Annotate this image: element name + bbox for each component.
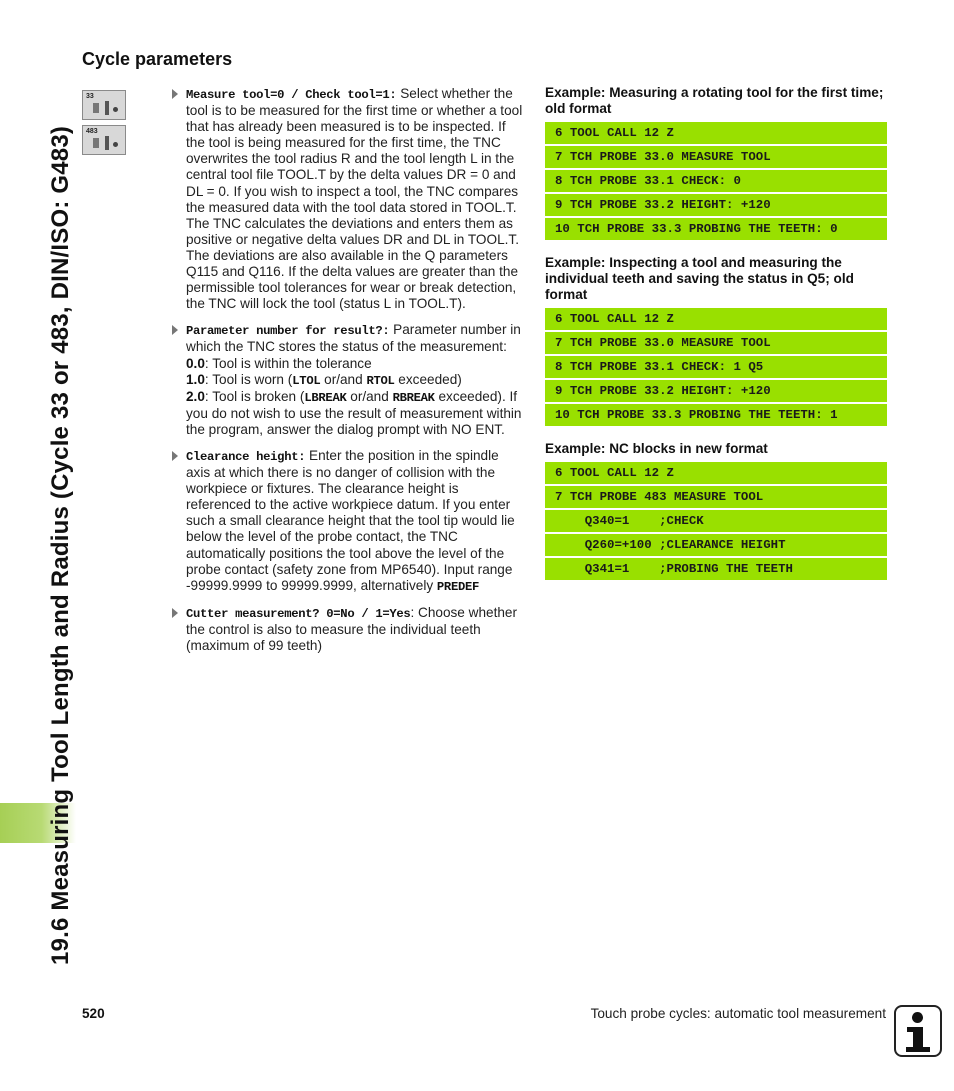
nc-code-line: 10 TCH PROBE 33.3 PROBING THE TEETH: 0 bbox=[545, 218, 887, 240]
example-title: Example: Inspecting a tool and measuring the individual teeth and saving the status in Q5; old format bbox=[545, 255, 854, 302]
nc-code-line: 6 TOOL CALL 12 Z bbox=[545, 308, 887, 330]
param-name: Measure tool=0 / Check tool=1: bbox=[186, 88, 397, 102]
nc-code-line: 6 TOOL CALL 12 Z bbox=[545, 122, 887, 144]
example-title: Example: NC blocks in new format bbox=[545, 441, 768, 456]
nc-code-line: 6 TOOL CALL 12 Z bbox=[545, 462, 887, 484]
keyword: LBREAK bbox=[304, 390, 347, 405]
param-description: Select whether the tool is to be measured for the first time or whether a tool that has already been measured is to be inspected. If the tool is being measured for the first time, the TNC overwrites the tool radius R and the tool length L in the central tool file TOOL.T by the delta values DR = 0 and DL = 0. If you wish to inspect a tool, the TNC compares the measured data with the tool data stored in TOOL.T. The TNC calculates the deviations and enters them as positive or negative delta values DR and DL in TOOL.T. The deviations are also available in the Q parameters Q115 and Q116. If the delta values are greater than the permissible tool tolerances for wear or break detection, the TNC will lock the tool (status L in TOOL.T). bbox=[186, 86, 523, 312]
param-clearance-height bbox=[172, 448, 524, 595]
nc-code-block bbox=[545, 308, 887, 426]
nc-code-line: 10 TCH PROBE 33.3 PROBING THE TEETH: 1 bbox=[545, 404, 887, 426]
bullet-triangle-icon bbox=[172, 608, 178, 618]
param-name: Cutter measurement? 0=No / 1=Yes bbox=[186, 606, 411, 621]
param-name: Parameter number for result?: bbox=[186, 324, 390, 339]
status-text: or/and bbox=[320, 371, 367, 387]
page-number: 520 bbox=[82, 1006, 105, 1021]
example-title: Example: Measuring a rotating tool for the first time; old format bbox=[545, 85, 884, 116]
keyword: LTOL bbox=[292, 373, 321, 388]
cycle-33-label: 33 bbox=[86, 93, 94, 100]
status-code: 0.0 bbox=[186, 355, 205, 371]
nc-code-line: 7 TCH PROBE 33.0 MEASURE TOOL bbox=[545, 332, 887, 354]
param-name: Clearance height: bbox=[186, 449, 306, 464]
nc-code-line: 7 TCH PROBE 33.0 MEASURE TOOL bbox=[545, 146, 887, 168]
keyword: PREDEF bbox=[436, 579, 480, 594]
nc-code-line: 8 TCH PROBE 33.1 CHECK: 1 Q5 bbox=[545, 356, 887, 378]
nc-code-block bbox=[545, 462, 887, 580]
param-result-number bbox=[172, 322, 524, 438]
param-description: Enter the position in the spindle axis at which there is no danger of collision with the workpiece or fixtures. The clearance height is referenced to the active workpiece datum. If you enter such a small clearance height that the tool tip would lie below the level of the probe contact, the TNC automatically positions the tool above the level of the probe contact (safety zone from MP6540). Input range -99999.9999 to 99999.9999, alternatively bbox=[186, 447, 515, 593]
nc-code-block bbox=[545, 122, 887, 240]
cycle-483-label: 483 bbox=[86, 128, 98, 135]
bullet-triangle-icon bbox=[172, 451, 178, 461]
param-description: Parameter number in which the TNC stores the status of the measurement: bbox=[186, 322, 521, 355]
param-measure-check bbox=[172, 86, 524, 312]
param-description: : Choose whether the control is also to measure the individual teeth (maximum of 99 teeth) bbox=[186, 604, 517, 653]
cycle-33-softkey-icon bbox=[82, 90, 126, 120]
info-icon bbox=[894, 1005, 942, 1057]
status-text: exceeded). If you do not wish to use the result of measurement within the program, answer the dialog prompt with NO ENT. bbox=[186, 388, 522, 437]
keyword: RBREAK bbox=[392, 390, 435, 405]
section-title: Cycle parameters bbox=[82, 49, 233, 69]
parameter-list bbox=[172, 86, 524, 664]
bullet-triangle-icon bbox=[172, 89, 178, 99]
nc-code-line: Q260=+100 ;CLEARANCE HEIGHT bbox=[545, 534, 887, 556]
chapter-side-title: 19.6 Measuring Tool Length and Radius (Cycle 33 or 483, DIN/ISO: G483) bbox=[47, 125, 74, 965]
cycle-483-softkey-icon bbox=[82, 125, 126, 155]
status-text: or/and bbox=[346, 388, 393, 404]
footer-chapter-title: Touch probe cycles: automatic tool measurement bbox=[590, 1006, 886, 1021]
nc-code-line: 7 TCH PROBE 483 MEASURE TOOL bbox=[545, 486, 887, 508]
examples-column bbox=[545, 85, 887, 595]
status-code: 2.0 bbox=[186, 388, 205, 404]
nc-code-line: Q340=1 ;CHECK bbox=[545, 510, 887, 532]
status-text: : Tool is worn ( bbox=[204, 371, 293, 387]
nc-code-line: 9 TCH PROBE 33.2 HEIGHT: +120 bbox=[545, 194, 887, 216]
nc-code-line: 8 TCH PROBE 33.1 CHECK: 0 bbox=[545, 170, 887, 192]
status-code: 1.0 bbox=[186, 371, 205, 387]
status-text: : Tool is broken ( bbox=[204, 388, 305, 404]
nc-code-line: Q341=1 ;PROBING THE TEETH bbox=[545, 558, 887, 580]
status-text: : Tool is within the tolerance bbox=[204, 355, 372, 371]
nc-code-line: 9 TCH PROBE 33.2 HEIGHT: +120 bbox=[545, 380, 887, 402]
param-cutter-measurement bbox=[172, 605, 524, 654]
status-text: exceeded) bbox=[394, 371, 462, 387]
keyword: RTOL bbox=[366, 373, 395, 388]
bullet-triangle-icon bbox=[172, 325, 178, 335]
